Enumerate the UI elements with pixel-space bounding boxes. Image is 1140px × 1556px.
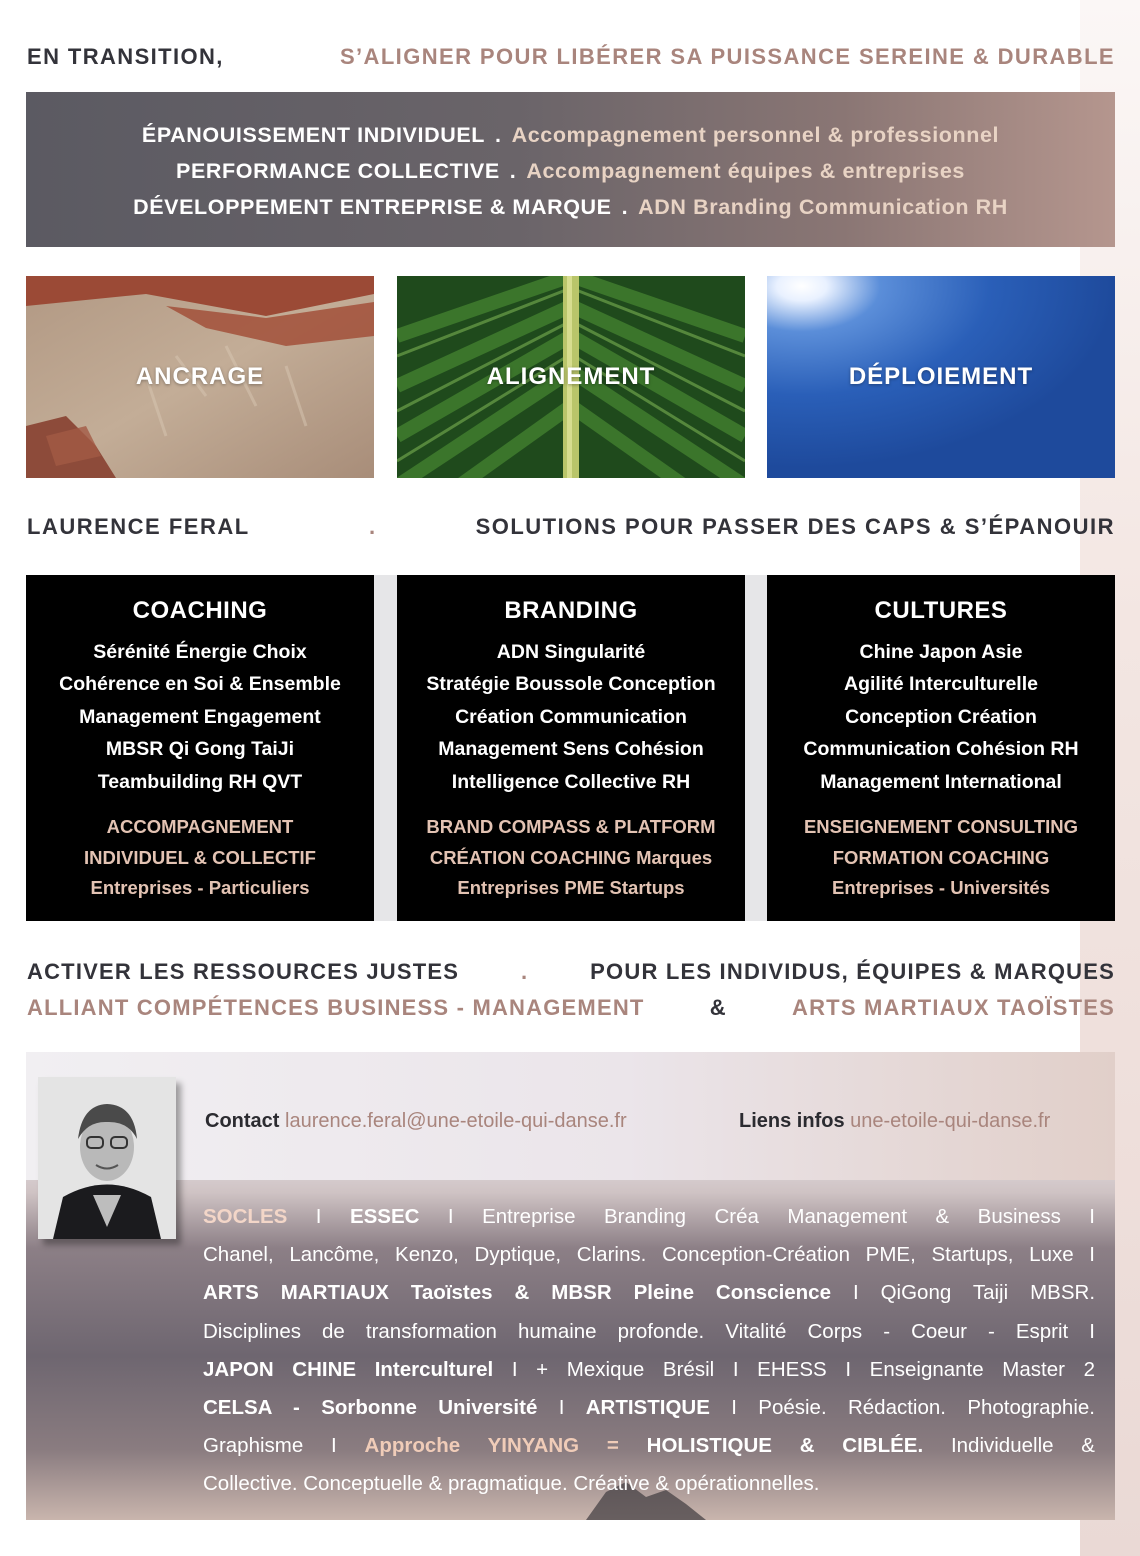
bio-bold: Taoïstes &: [388, 1281, 552, 1305]
offer-branding: [397, 575, 745, 921]
offer-foot-line: FORMATION COACHING: [832, 846, 1050, 868]
offer-foot-line: BRAND COMPASS & PLATFORM: [426, 816, 716, 838]
service-row: [26, 153, 1115, 189]
activation-rest: POUR LES INDIVIDUS, ÉQUIPES & MARQUES: [590, 959, 1115, 984]
offer-line: Stratégie Boussole Conception: [426, 673, 716, 696]
service-separator: .: [621, 195, 629, 219]
bio-bold: Interculturel: [356, 1357, 494, 1381]
bio-bold: ARTS MARTIAUX: [203, 1281, 389, 1305]
service-subtitle: Accompagnement équipes & entreprises: [526, 159, 965, 183]
bio-text-segment: I Poésie. Rédaction. Photographie.: [709, 1396, 1095, 1420]
service-title: PERFORMANCE COLLECTIVE: [176, 159, 500, 183]
contact-email-line: [205, 1110, 627, 1133]
bio-text-segment: I + Mexique Brésil I EHESS I Enseignante Master 2: [493, 1357, 1095, 1381]
alliance-a: ALLIANT COMPÉTENCES BUSINESS - MANAGEMENT: [27, 995, 645, 1020]
portrait-photo: [38, 1077, 176, 1239]
links-label: Liens infos: [739, 1110, 845, 1132]
contact-label: Contact: [205, 1110, 280, 1132]
activation-lead: ACTIVER LES RESSOURCES JUSTES: [27, 959, 460, 984]
offer-line: Management Sens Cohésion: [438, 738, 704, 761]
bio-line: [203, 1198, 1095, 1236]
offer-line: Intelligence Collective RH: [451, 770, 691, 793]
offer-foot-line: INDIVIDUEL & COLLECTIF: [84, 846, 316, 868]
bio-text-segment: Graphisme I: [203, 1434, 365, 1458]
activation-dot: .: [520, 959, 529, 984]
bio-pipe: I: [537, 1396, 586, 1420]
bio-line: [203, 1389, 1095, 1427]
service-title: ÉPANOUISSEMENT INDIVIDUEL: [141, 123, 485, 147]
bio-line: Collective. Conceptuelle & pragmatique. Créative & opérationnelles.: [203, 1472, 820, 1496]
tile-deploiement: [767, 276, 1115, 478]
offer-line: Sérénité Énergie Choix: [93, 641, 307, 663]
offer-line: Teambuilding RH QVT: [97, 770, 303, 793]
service-subtitle: ADN Branding Communication RH: [638, 195, 1008, 219]
tile-ancrage: [26, 276, 374, 478]
bio-text-segment: I Entreprise Branding Créa Management & Business I: [419, 1205, 1095, 1228]
offer-line: Cohérence en Soi & Ensemble: [59, 673, 341, 696]
bio-bold: CELSA: [203, 1396, 272, 1420]
offer-title: COACHING: [132, 597, 268, 624]
tagline-dot: .: [369, 514, 377, 539]
tile-label: DÉPLOIEMENT: [848, 363, 1034, 390]
offer-line: Chine Japon Asie: [859, 641, 1023, 663]
offer-title: CULTURES: [874, 597, 1008, 624]
services-banner: [26, 92, 1115, 247]
offer-line: Conception Création: [845, 705, 1037, 728]
bio-pipe: I: [287, 1205, 350, 1228]
offer-foot-line: Entreprises - Particuliers: [90, 877, 310, 899]
service-title: DÉVELOPPEMENT ENTREPRISE & MARQUE: [133, 195, 612, 219]
tile-alignement: [397, 276, 745, 478]
contact-site-line: [739, 1110, 1050, 1133]
offer-cultures: [767, 575, 1115, 921]
bio-line: [203, 1351, 1095, 1389]
headline: [27, 44, 1115, 70]
bio-bold: ARTISTIQUE: [585, 1396, 710, 1420]
offer-line: Création Communication: [455, 705, 687, 728]
activation-statement: [27, 954, 1115, 1026]
offer-foot-line: Entreprises - Universités: [832, 877, 1050, 899]
offer-line: MBSR Qi Gong TaiJi: [105, 738, 295, 761]
bio-socles: SOCLES: [203, 1205, 288, 1228]
bio-bold: Pleine Conscience: [611, 1281, 831, 1305]
bio-text-segment: Individuelle &: [923, 1434, 1095, 1458]
service-subtitle: Accompagnement personnel & professionnel: [511, 123, 1000, 147]
bio-essec: ESSEC: [349, 1205, 420, 1228]
bio-bold: MBSR: [551, 1281, 612, 1305]
offer-line: Communication Cohésion RH: [803, 738, 1079, 761]
offer-coaching: [26, 575, 374, 921]
bio-line: Disciplines de transformation humaine profonde. Vitalité Corps - Coeur - Esprit I: [203, 1319, 1095, 1343]
offer-line: Agilité Interculturelle: [844, 673, 1038, 696]
author-name: LAURENCE FERAL: [27, 514, 250, 539]
offer-foot-line: ACCOMPAGNEMENT: [106, 816, 294, 838]
avatar: [38, 1077, 176, 1239]
service-row: [26, 189, 1115, 225]
headline-lead: EN TRANSITION,: [27, 44, 224, 69]
bio-text-segment: I QiGong Taiji MBSR.: [831, 1281, 1096, 1305]
bio-text: [203, 1198, 1095, 1504]
headline-accent: S’ALIGNER POUR LIBÉRER SA PUISSANCE SEREINE & DURABLE: [339, 44, 1115, 69]
bio-line: Chanel, Lancôme, Kenzo, Dyptique, Clarins. Conception-Création PME, Startups, Luxe I: [203, 1243, 1095, 1267]
tile-label: ANCRAGE: [135, 363, 265, 390]
offer-title: BRANDING: [504, 597, 638, 624]
offer-line: Management Engagement: [79, 705, 321, 728]
service-separator: .: [495, 123, 502, 147]
tagline-claim: SOLUTIONS POUR PASSER DES CAPS & S’ÉPANOUIR: [475, 514, 1115, 539]
bio-bold: - Sorbonne Université: [271, 1396, 538, 1420]
bio-yinyang: Approche YINYANG =: [364, 1434, 647, 1458]
offer-foot-line: ENSEIGNEMENT CONSULTING: [803, 816, 1079, 838]
offer-line: Management International: [820, 770, 1062, 793]
contact-email-link[interactable]: laurence.feral@une-etoile-qui-danse.fr: [285, 1110, 627, 1132]
website-link[interactable]: une-etoile-qui-danse.fr: [850, 1110, 1051, 1132]
bio-bold: HOLISTIQUE & CIBLÉE.: [646, 1434, 924, 1458]
alliance-b: ARTS MARTIAUX TAOÏSTES: [792, 995, 1115, 1020]
service-separator: .: [509, 159, 517, 183]
bio-line: [203, 1274, 1095, 1312]
bio-bold: JAPON CHINE: [203, 1357, 357, 1381]
offer-foot-line: CRÉATION COACHING Marques: [429, 846, 713, 868]
offer-foot-line: Entreprises PME Startups: [457, 877, 685, 899]
tile-label: ALIGNEMENT: [486, 363, 656, 390]
offer-line: ADN Singularité: [496, 641, 646, 663]
alliance-amp: &: [709, 995, 727, 1020]
service-row: [26, 117, 1115, 153]
bio-line: [203, 1427, 1095, 1465]
